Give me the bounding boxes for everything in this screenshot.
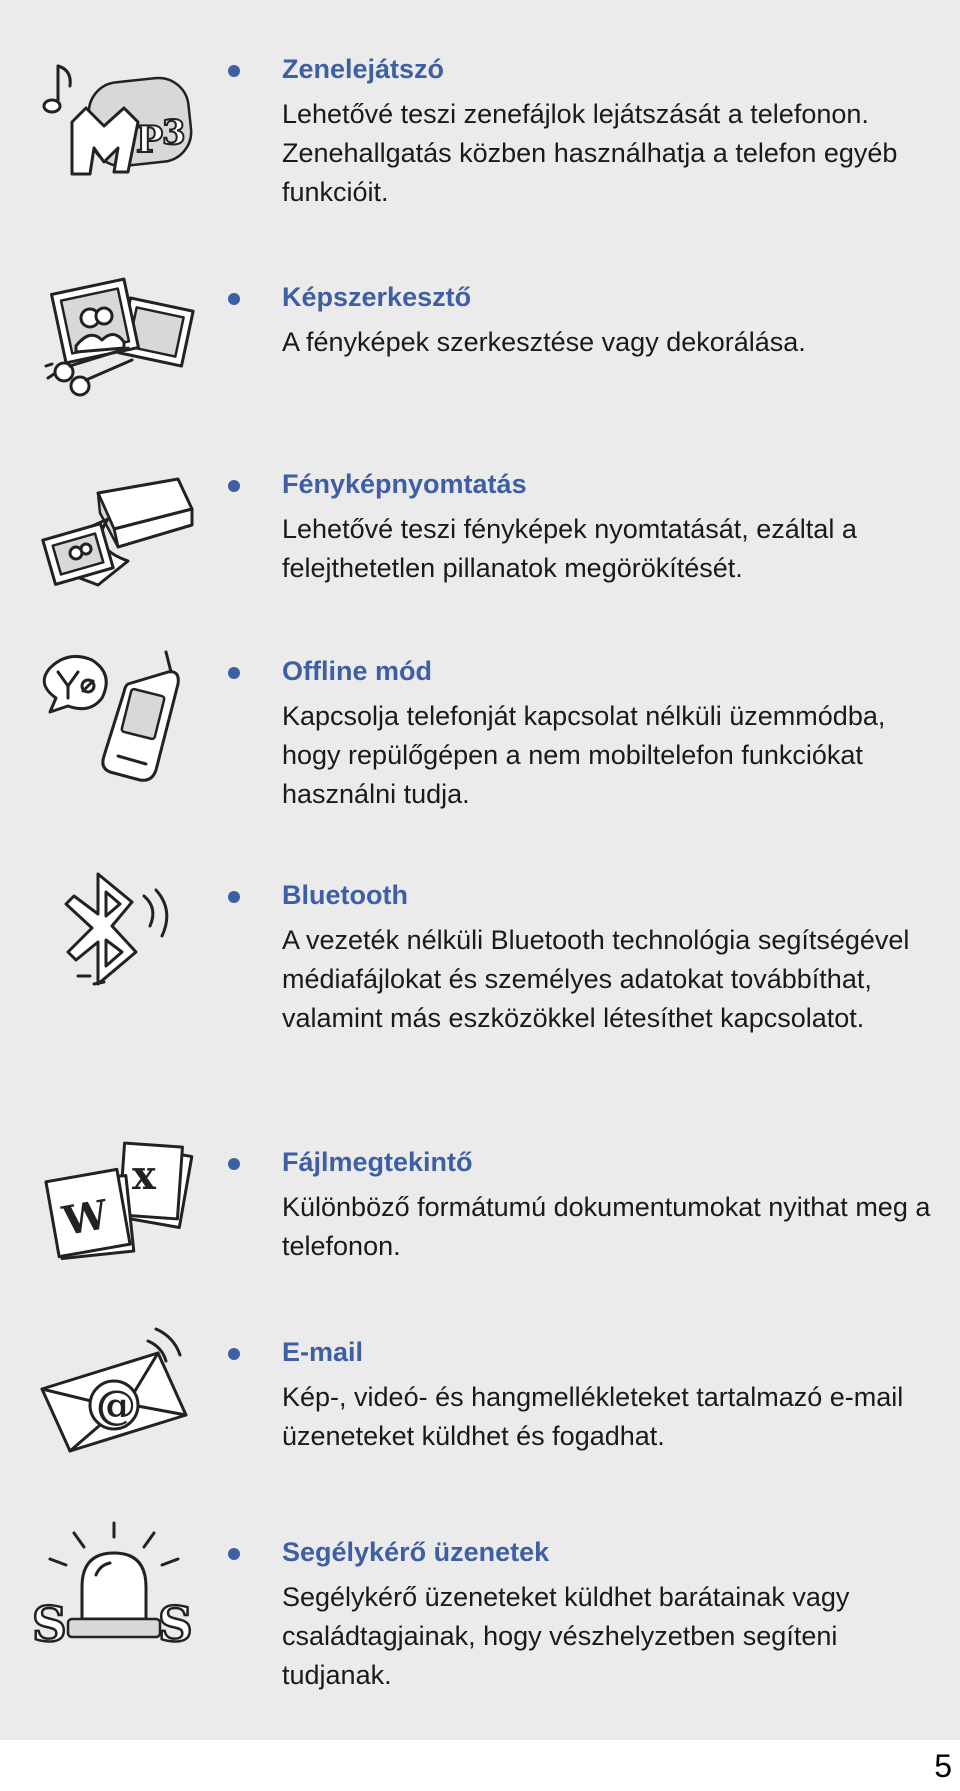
bullet-icon (228, 1348, 240, 1360)
printer-icon (28, 457, 198, 587)
feature-title: Fájlmegtekintő (282, 1147, 473, 1177)
email-envelope-icon (28, 1323, 198, 1453)
bullet-icon (228, 891, 240, 903)
svg-text:@: @ (96, 1382, 136, 1429)
photo-editor-icon (28, 268, 198, 398)
bullet-icon (228, 667, 240, 679)
music-mp3-icon (28, 52, 198, 182)
svg-text:x: x (132, 1152, 156, 1199)
feature-title: Zenelejátszó (282, 54, 445, 84)
svg-text:S: S (158, 1597, 193, 1653)
feature-title: Offline mód (282, 656, 432, 686)
offline-phone-icon (28, 652, 198, 782)
feature-description: Segélykérő üzeneteket küldhet barátainak vagy családtagjainak, hogy vészhelyzetben segíteni tudjanak. (282, 1582, 850, 1690)
feature-title: Fényképnyomtatás (282, 469, 527, 499)
feature-description: Kapcsolja telefonját kapcsolat nélküli üzemmódba, hogy repülőgépen a nem mobiltelefon funkciókat használni tudja. (282, 701, 886, 809)
bullet-icon (228, 1158, 240, 1170)
feature-description: Lehetővé teszi fényképek nyomtatását, ezáltal a felejthetetlen pillanatok megörökítését. (282, 514, 857, 583)
document-viewer-icon (28, 1133, 198, 1263)
svg-text:W: W (59, 1191, 112, 1246)
bluetooth-icon (28, 868, 198, 998)
feature-description: Különböző formátumú dokumentumokat nyithat meg a telefonon. (282, 1192, 931, 1261)
svg-text:P: P (136, 119, 164, 161)
bullet-icon (228, 480, 240, 492)
feature-title: Bluetooth (282, 880, 408, 910)
feature-description: Kép-, videó- és hangmellékleteket tartalmazó e-mail üzeneteket küldhet és fogadhat. (282, 1382, 904, 1451)
feature-description: A vezeték nélküli Bluetooth technológia segítségével médiafájlokat és személyes adatokat továbbíthat, valamint más eszközökkel létesíthet kapcsolatot. (282, 925, 910, 1033)
feature-title: Segélykérő üzenetek (282, 1537, 550, 1567)
svg-text:3: 3 (162, 113, 186, 153)
bullet-icon (228, 1548, 240, 1560)
bullet-icon (228, 293, 240, 305)
feature-title: E-mail (282, 1337, 364, 1367)
bullet-icon (228, 65, 240, 77)
feature-description: Lehetővé teszi zenefájlok lejátszását a telefonon. Zenehallgatás közben használhatja a telefon egyéb funkcióit. (282, 99, 898, 207)
sos-siren-icon (28, 1523, 198, 1653)
feature-description: A fényképek szerkesztése vagy dekorálása. (282, 327, 806, 357)
page-number: 5 (934, 1748, 952, 1784)
feature-title: Képszerkesztő (282, 282, 472, 312)
svg-text:S: S (32, 1597, 67, 1653)
